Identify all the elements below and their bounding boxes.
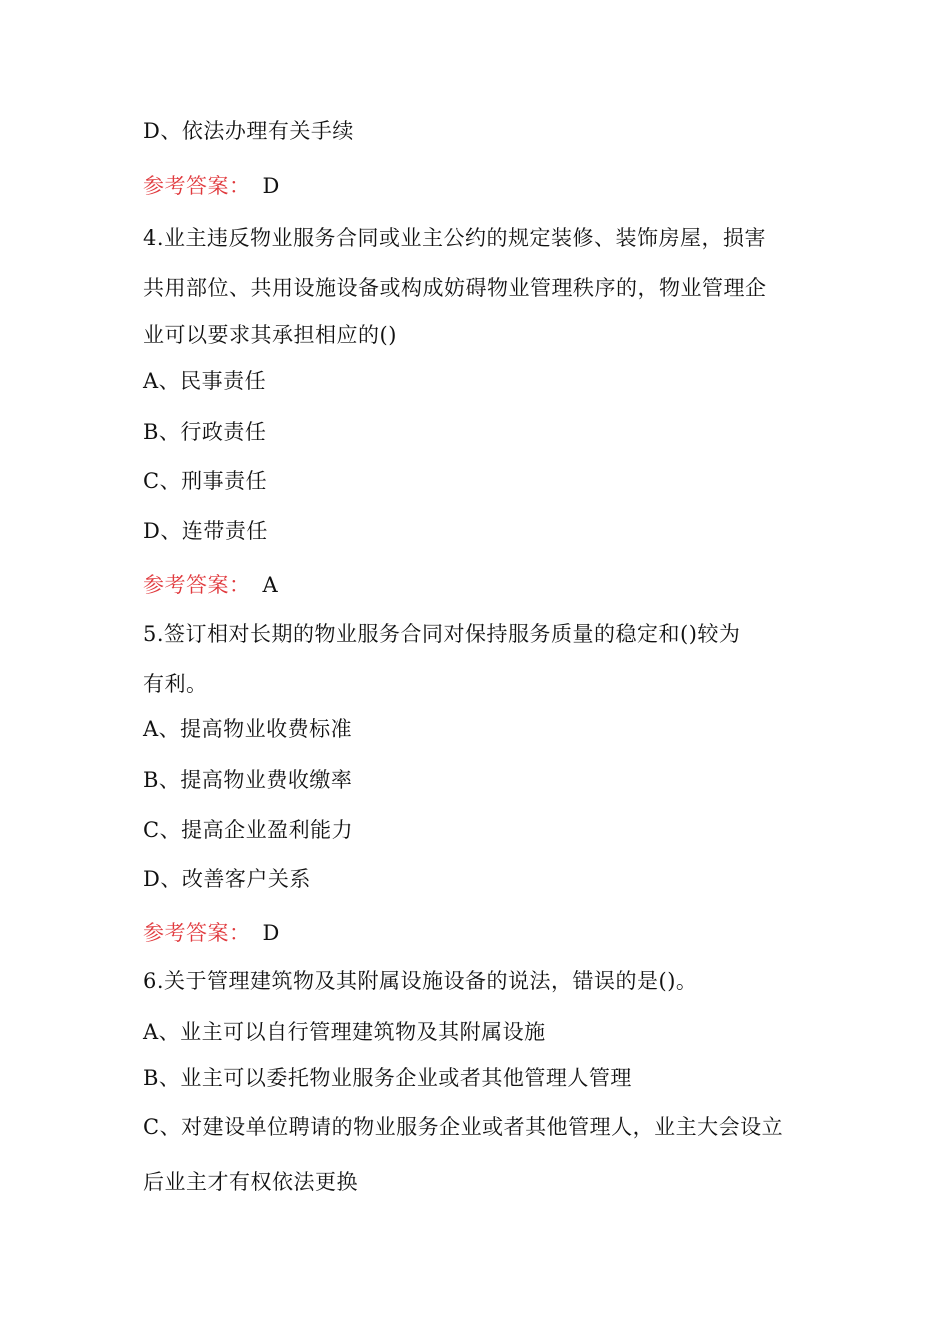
option-b-q6: B、业主可以委托物业服务企业或者其他管理人管理: [143, 1066, 632, 1090]
option-c-q6-line-2: 后业主才有权依法更换: [143, 1170, 358, 1194]
answer-value: D: [262, 921, 280, 945]
option-b-q5: B、提高物业费收缴率: [143, 768, 353, 792]
option-a-q6: A、业主可以自行管理建筑物及其附属设施: [143, 1020, 546, 1044]
answer-line-q4: [143, 571, 278, 599]
question-4-line-2: 共用部位、共用设施设备或构成妨碍物业管理秩序的，物业管理企: [143, 276, 767, 300]
answer-label: 参考答案：: [143, 573, 251, 597]
option-b-q4: B、行政责任: [143, 420, 267, 444]
answer-line-q3: [143, 172, 280, 200]
option-a-q4: A、民事责任: [143, 369, 267, 393]
answer-value: A: [262, 573, 279, 597]
answer-label: 参考答案：: [143, 921, 251, 945]
question-6-line-1: 6.关于管理建筑物及其附属设施设备的说法，错误的是()。: [143, 969, 698, 993]
question-5-line-1: 5.签订相对长期的物业服务合同对保持服务质量的稳定和()较为: [143, 622, 741, 646]
answer-value: D: [262, 174, 280, 198]
answer-label: 参考答案：: [143, 174, 251, 198]
option-c-q6-line-1: C、对建设单位聘请的物业服务企业或者其他管理人，业主大会设立: [143, 1115, 784, 1139]
option-d-q3: D、依法办理有关手续: [143, 119, 354, 143]
question-5-line-2: 有利。: [143, 672, 208, 696]
option-c-q5: C、提高企业盈利能力: [143, 818, 354, 842]
option-c-q4: C、刑事责任: [143, 469, 268, 493]
answer-line-q5: [143, 919, 280, 947]
option-a-q5: A、提高物业收费标准: [143, 717, 353, 741]
option-d-q4: D、连带责任: [143, 519, 268, 543]
question-4-line-3: 业可以要求其承担相应的(): [143, 323, 397, 347]
question-4-line-1: 4.业主违反物业服务合同或业主公约的规定装修、装饰房屋，损害: [143, 226, 767, 250]
option-d-q5: D、改善客户关系: [143, 867, 311, 891]
